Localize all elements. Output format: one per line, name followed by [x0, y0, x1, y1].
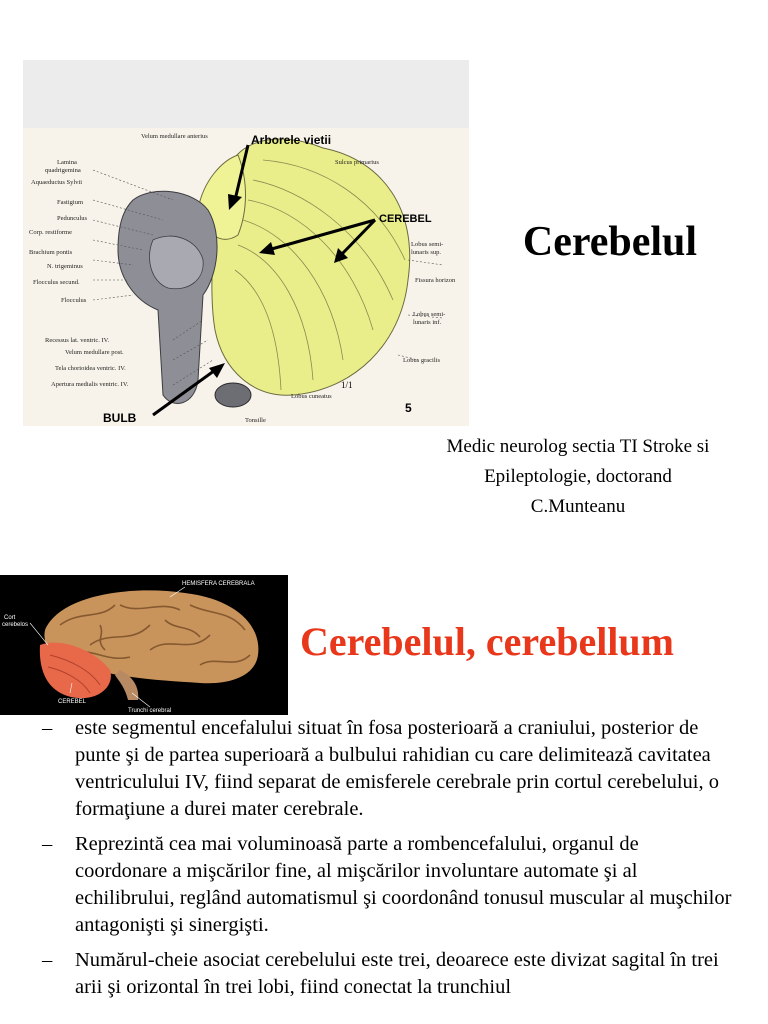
photo-label-trunchi: Trunchi cerebral [128, 708, 172, 714]
slide2-title: Cerebelul, cerebellum [300, 619, 674, 664]
left-label: Tela chorioidea ventric. IV. [55, 365, 126, 372]
top-label: Sulcus primarius [335, 159, 379, 166]
brain-photo [0, 575, 288, 715]
right-label: Lobus gracilis [403, 357, 441, 364]
right-label: lunaris sup. [411, 249, 441, 256]
bullet-list [42, 715, 732, 1009]
author-line: C.Munteanu [530, 496, 626, 517]
bullet-item [42, 831, 732, 939]
slide1-title: Cerebelul [522, 219, 698, 265]
photo-label-cerebel: CEREBEL [58, 699, 87, 705]
left-label: Flocculus secund. [33, 279, 80, 286]
bullet-marker: – [42, 717, 53, 739]
label-page-number: 5 [405, 401, 412, 415]
left-label: Recessus lat. ventric. IV. [45, 337, 110, 344]
bullet-marker: – [42, 833, 53, 855]
left-label: Lamina [57, 159, 77, 166]
brain-illustration [0, 575, 288, 715]
bullet-text: Numărul-cheie asociat cerebelului este trei, deoarece este divizat sagital în trei arii şi orizontal în trei lobi, fiind conectat la trunchiul [75, 949, 719, 998]
photo-label-cort: cerebelos [2, 622, 29, 628]
left-label: Apertura medialis ventric. IV. [51, 381, 129, 388]
photo-label-hemisphere: HEMISFERA CEREBRALA [182, 581, 255, 587]
left-label: quadrigemina [45, 167, 81, 174]
bullet-item [42, 715, 732, 823]
bullet-marker: – [42, 949, 53, 971]
bottom-label: Lobus cuneatus [291, 393, 332, 400]
left-label: Fastigium [57, 199, 84, 206]
label-arborele-vietii: Arborele vietii [251, 133, 332, 147]
left-label: Aquaeductus Sylvii [31, 179, 83, 186]
right-label: Lobus semi- [411, 241, 444, 248]
bullet-text: este segmentul encefalului situat în fosa posterioară a craniului, posterior de punte şi de partea superioară a bulbului rahidian cu care delimitează cavitatea ventriculului IV, fiind separat de emisferele cerebrale prin cortul cerebelului, o formaţiune a durei mater cerebrale. [75, 717, 719, 820]
photo-label-cort: Cort [4, 615, 16, 621]
label-bulb: BULB [103, 411, 137, 425]
cerebellum-anatomy-figure [23, 60, 469, 426]
bottom-label: Tonsille [245, 417, 266, 424]
author-line: Medic neurolog sectia TI Stroke si [446, 436, 710, 457]
bullet-text: Reprezintă cea mai voluminoasă parte a rombencefalului, organul de coordonare a mişcărilor fine, al mişcărilor involuntare automate şi al echilibrului, reglând automatismul şi coordonând tonusul muscular al muşchilor antagonişti şi sinergişti. [75, 833, 732, 936]
left-label: Brachium pontis [29, 249, 73, 256]
label-cerebel: CEREBEL [379, 213, 432, 225]
left-label: Pedunculus [57, 215, 87, 222]
top-label: Velum medullare anterius [141, 133, 208, 140]
right-label: Lobus semi- [413, 311, 446, 318]
label-fraction: 1/1 [341, 380, 353, 390]
cerebellum-illustration [23, 60, 469, 426]
bullet-item [42, 947, 732, 1001]
left-label: Flocculus [61, 297, 87, 304]
left-label: N. trigeminus [47, 263, 83, 270]
right-label: Fissura horizon [415, 277, 456, 284]
left-label: Corp. restiforme [29, 229, 72, 236]
right-label: lunaris inf. [413, 319, 442, 326]
author-block [420, 432, 736, 522]
left-label: Velum medullare post. [65, 349, 124, 356]
author-line: Epileptologie, doctorand [484, 466, 672, 487]
